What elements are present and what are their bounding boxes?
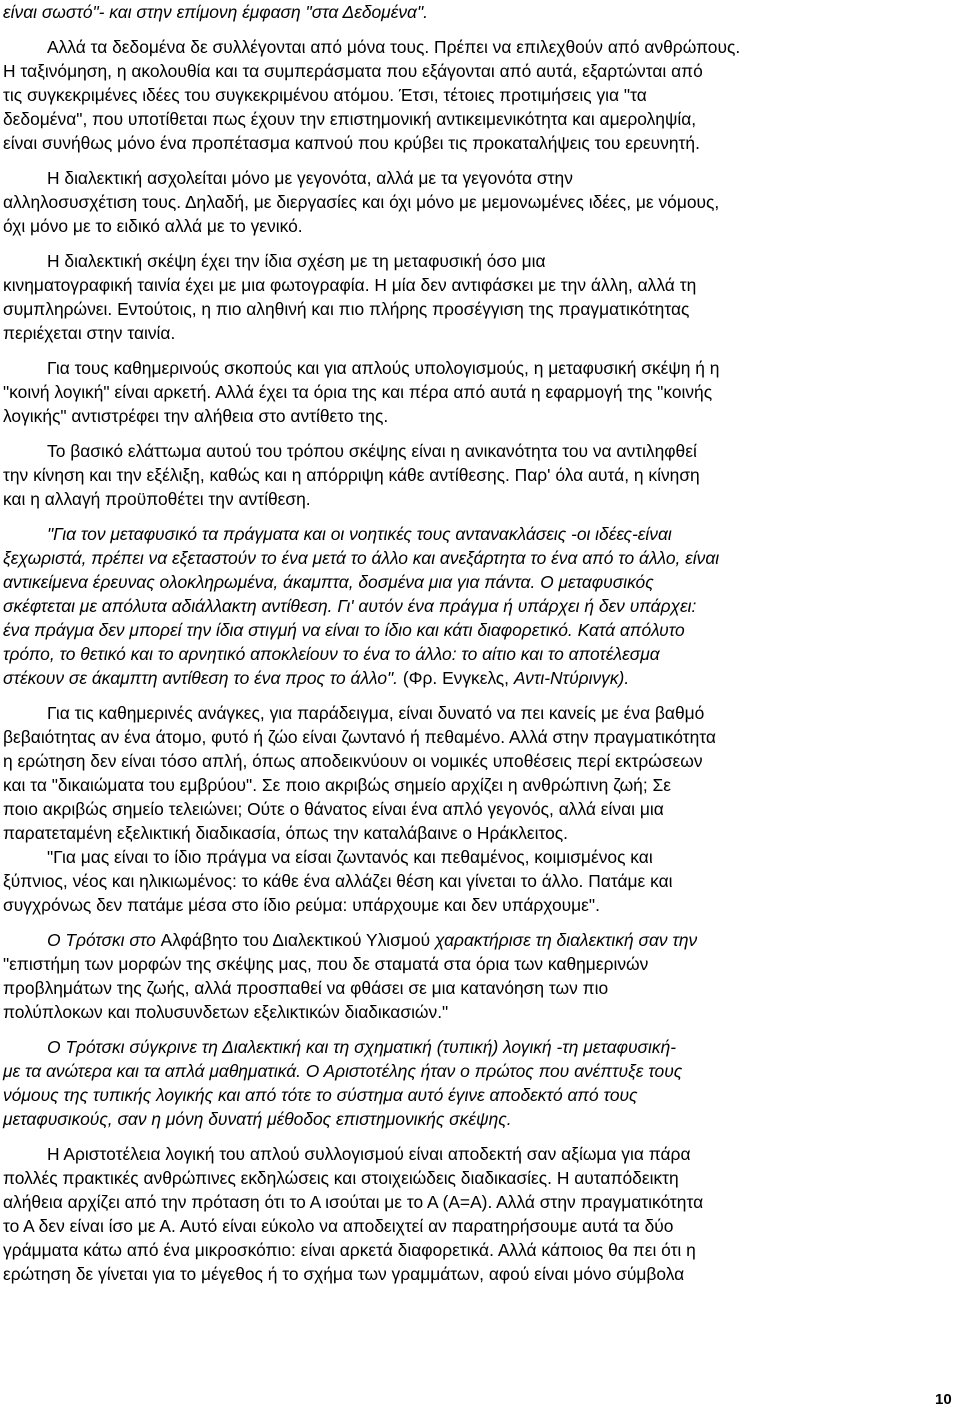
paragraph [3, 35, 951, 155]
text-segment: λογικής" αντιστρέφει την αλήθεια στο αντίθετο της. [3, 406, 389, 426]
paragraph-gap [3, 155, 951, 166]
paragraph-gap [3, 345, 951, 356]
text-segment: Για τις καθημερινές ανάγκες, για παράδειγμα, είναι δυνατό να πει κανείς με ένα βαθμό [47, 703, 705, 723]
text-line [3, 1083, 951, 1107]
italic-text: ένα πράγμα δεν μπορεί την ίδια στιγμή να είναι το ίδιο και κάτι διαφορετικό. Κατά απόλυτο [3, 620, 685, 640]
text-segment: προβλημάτων της ζωής, αλλά προσπαθεί να φθάσει σε μια κατανόηση των πιο [3, 978, 609, 998]
text-line [3, 59, 951, 83]
text-line [3, 297, 951, 321]
text-line [3, 546, 951, 570]
text-line [3, 131, 951, 155]
text-line [3, 821, 951, 845]
text-segment: και τα "δικαιώματα του εμβρύου". Σε ποιο ακριβώς σημείο αρχίζει η ανθρώπινη ζωή; Σε [3, 775, 672, 795]
text-segment: Το βασικό ελάττωμα αυτού του τρόπου σκέψης είναι η ανικανότητα του να αντιληφθεί [47, 441, 697, 461]
text-line [3, 1262, 951, 1286]
text-line [3, 35, 951, 59]
text-line [3, 976, 951, 1000]
paragraph [3, 928, 951, 1024]
text-line [3, 356, 951, 380]
paragraph-gap [3, 511, 951, 522]
italic-text: μεταφυσικούς, σαν η μόνη δυνατή μέθοδος επιστημονικής σκέψης. [3, 1109, 512, 1129]
text-line [3, 869, 951, 893]
italic-text: Ο Τρότσκι σύγκρινε τη Διαλεκτική και τη σχηματική (τυπική) λογική -τη μεταφυσική- [47, 1037, 677, 1057]
text-segment: "κοινή λογική" είναι αρκετή. Αλλά έχει τα όρια της και πέρα από αυτά η εφαρμογή της "κοινής [3, 382, 713, 402]
italic-text: Αντι-Ντύρινγκ). [513, 668, 630, 688]
text-segment: κινηματογραφική ταινία έχει με μια φωτογραφία. Η μία δεν αντιφάσκει με την άλλη, αλλά τη [3, 275, 697, 295]
text-segment: "Για μας είναι το ίδιο πράγμα να είσαι ζωντανός και πεθαμένος, κοιμισμένος και [47, 847, 653, 867]
text-line [3, 107, 951, 131]
italic-text: είναι σωστό"- και στην επίμονη έμφαση "στα Δεδομένα". [3, 2, 428, 22]
text-segment: ποιο ακριβώς σημείο τελειώνει; Ούτε ο θάνατος είναι ένα απλό γεγονός, αλλά είναι μια [3, 799, 664, 819]
paragraph [3, 439, 951, 511]
text-segment: το Α δεν είναι ίσο με Α. Αυτό είναι εύκολο να αποδειχτεί αν παρατηρήσουμε αυτά τα δύο [3, 1216, 674, 1236]
text-line [3, 522, 951, 546]
text-segment: βεβαιότητας αν ένα άτομο, φυτό ή ζώο είναι ζωντανό ή πεθαμένο. Αλλά στην πραγματικότητα [3, 727, 716, 747]
text-line [3, 1000, 951, 1024]
text-segment: γράμματα κάτω από ένα μικροσκόπιο: είναι αρκετά διαφορετικά. Αλλά κάποιος θα πει ότι η [3, 1240, 696, 1260]
text-line [3, 928, 951, 952]
text-line [3, 1238, 951, 1262]
text-segment: παρατεταμένη εξελικτική διαδικασία, όπως την καταλάβαινε ο Ηράκλειτος. [3, 823, 568, 843]
italic-text: χαρακτήρισε τη διαλεκτική σαν την [434, 930, 698, 950]
text-segment: την κίνηση και την εξέλιξη, καθώς και η απόρριψη κάθε αντίθεσης. Παρ' όλα αυτά, η κίνηση [3, 465, 700, 485]
text-segment: η ερώτηση δεν είναι τόσο απλή, όπως αποδεικνύουν οι νομικές υποθέσεις περί εκτρώσεων [3, 751, 703, 771]
paragraph [3, 166, 951, 238]
text-line [3, 190, 951, 214]
text-segment: συγχρόνως δεν πατάμε μέσα στο ίδιο ρεύμα: υπάρχουμε και δεν υπάρχουμε". [3, 895, 600, 915]
paragraph-gap [3, 1024, 951, 1035]
italic-text: ξεχωριστά, πρέπει να εξεταστούν το ένα μετά το άλλο και ανεξάρτητα το ένα από το άλλο, είναι [3, 548, 720, 568]
text-line [3, 666, 951, 690]
text-segment: Για τους καθημερινούς σκοπούς και για απλούς υπολογισμούς, η μεταφυσική σκέψη ή η [47, 358, 720, 378]
text-segment: συμπληρώνει. Εντούτοις, η πιο αληθινή και πιο πλήρης προσέγγιση της πραγματικότητας [3, 299, 690, 319]
text-line [3, 1059, 951, 1083]
text-line [3, 249, 951, 273]
text-line [3, 214, 951, 238]
paragraph [3, 522, 951, 690]
text-segment: πολλές πρακτικές ανθρώπινες εκδηλώσεις και στοιχειώδεις διαδικασίες. Η αυταπόδεικτη [3, 1168, 679, 1188]
text-line [3, 1214, 951, 1238]
text-line [3, 893, 951, 917]
text-line [3, 1166, 951, 1190]
text-line [3, 618, 951, 642]
paragraph [3, 845, 951, 917]
text-line [3, 1142, 951, 1166]
paragraph [3, 356, 951, 428]
paragraph [3, 0, 951, 24]
italic-text: σκέφτεται με απόλυτα αδιάλλακτη αντίθεση. Γι' αυτόν ένα πράγμα ή υπάρχει ή δεν υπάρχει: [3, 596, 697, 616]
text-line [3, 487, 951, 511]
text-segment: αλληλοσυσχέτιση τους. Δηλαδή, με διεργασίες και όχι μόνο με μεμονωμένες ιδέες, με νόμους, [3, 192, 720, 212]
text-segment: είναι συνήθως μόνο ένα προπέτασμα καπνού που κρύβει τις προκαταλήψεις του ερευνητή. [3, 133, 700, 153]
document-page [3, 0, 951, 1286]
text-line [3, 0, 951, 24]
paragraph [3, 1142, 951, 1286]
text-segment: ερώτηση δε γίνεται για το μέγεθος ή το σχήμα των γραμμάτων, αφού είναι μόνο σύμβολα [3, 1264, 685, 1284]
italic-text: Ο Τρότσκι στο [47, 930, 161, 950]
text-segment: Η διαλεκτική ασχολείται μόνο με γεγονότα, αλλά με τα γεγονότα στην [47, 168, 573, 188]
text-line [3, 797, 951, 821]
text-line [3, 83, 951, 107]
text-line [3, 1107, 951, 1131]
text-line [3, 642, 951, 666]
text-line [3, 463, 951, 487]
italic-text: "Για τον μεταφυσικό τα πράγματα και οι νοητικές τους αντανακλάσεις -οι ιδέες-είναι [47, 524, 672, 544]
text-segment: (Φρ. Ενγκελς, [402, 668, 514, 688]
text-line [3, 570, 951, 594]
text-segment: δεδομένα", που υποτίθεται πως έχουν την επιστημονική αντικειμενικότητα και αμεροληψία, [3, 109, 697, 129]
page-number: 10 [935, 1391, 952, 1408]
text-segment: ξύπνιος, νέος και ηλικιωμένος: το κάθε ένα αλλάζει θέση και γίνεται το άλλο. Πατάμε και [3, 871, 673, 891]
text-line [3, 380, 951, 404]
paragraph-gap [3, 1131, 951, 1142]
paragraph [3, 701, 951, 845]
text-segment: Η Αριστοτέλεια λογική του απλού συλλογισμού είναι αποδεκτή σαν αξίωμα για πάρα [47, 1144, 691, 1164]
italic-text: αντικείμενα έρευνας ολοκληρωμένα, άκαμπτα, δοσμένα μια για πάντα. Ο μεταφυσικός [3, 572, 654, 592]
paragraph-gap [3, 428, 951, 439]
text-line [3, 273, 951, 297]
paragraph-gap [3, 24, 951, 35]
italic-text: τρόπο, το θετικό και το αρνητικό αποκλείουν το ένα το άλλο: το αίτιο και το αποτέλεσμα [3, 644, 660, 664]
text-segment: Αλλά τα δεδομένα δε συλλέγονται από μόνα τους. Πρέπει να επιλεχθούν από ανθρώπους. [47, 37, 741, 57]
text-line [3, 321, 951, 345]
paragraph-gap [3, 917, 951, 928]
text-line [3, 1035, 951, 1059]
text-line [3, 404, 951, 428]
text-segment: και η αλλαγή προϋποθέτει την αντίθεση. [3, 489, 311, 509]
text-line [3, 166, 951, 190]
text-line [3, 725, 951, 749]
text-segment: περιέχεται στην ταινία. [3, 323, 176, 343]
text-segment: Αλφάβητο του Διαλεκτικού Υλισμού [160, 930, 435, 950]
text-segment: τις συγκεκριμένες ιδέες του συγκεκριμένου ατόμου. Έτσι, τέτοιες προτιμήσεις για "τα [3, 85, 647, 105]
italic-text: στέκουν σε άκαμπτη αντίθεση το ένα προς το άλλο". [3, 668, 403, 688]
text-segment: Η ταξινόμηση, η ακολουθία και τα συμπεράσματα που εξάγονται από αυτά, εξαρτώνται από [3, 61, 703, 81]
text-line [3, 594, 951, 618]
paragraph [3, 1035, 951, 1131]
text-line [3, 749, 951, 773]
text-segment: αλήθεια αρχίζει από την πρόταση ότι το Α ισούται με το Α (Α=Α). Αλλά στην πραγματικότητα [3, 1192, 704, 1212]
text-line [3, 952, 951, 976]
text-line [3, 1190, 951, 1214]
text-segment: όχι μόνο με το ειδικό αλλά με το γενικό. [3, 216, 303, 236]
paragraph [3, 249, 951, 345]
italic-text: με τα ανώτερα και τα απλά μαθηματικά. Ο Αριστοτέλης ήταν ο πρώτος που ανέπτυξε τους [3, 1061, 683, 1081]
paragraph-gap [3, 238, 951, 249]
text-segment: Η διαλεκτική σκέψη έχει την ίδια σχέση με τη μεταφυσική όσο μια [47, 251, 546, 271]
text-segment: πολύπλοκων και πολυσυνδετων εξελικτικών διαδικασιών." [3, 1002, 449, 1022]
text-line [3, 439, 951, 463]
text-line [3, 773, 951, 797]
paragraph-gap [3, 690, 951, 701]
text-line [3, 845, 951, 869]
text-segment: "επιστήμη των μορφών της σκέψης μας, που δε σταματά στα όρια των καθημερινών [3, 954, 649, 974]
text-line [3, 701, 951, 725]
italic-text: νόμους της τυπικής λογικής και από τότε το σύστημα αυτό έγινε αποδεκτό από τους [3, 1085, 638, 1105]
